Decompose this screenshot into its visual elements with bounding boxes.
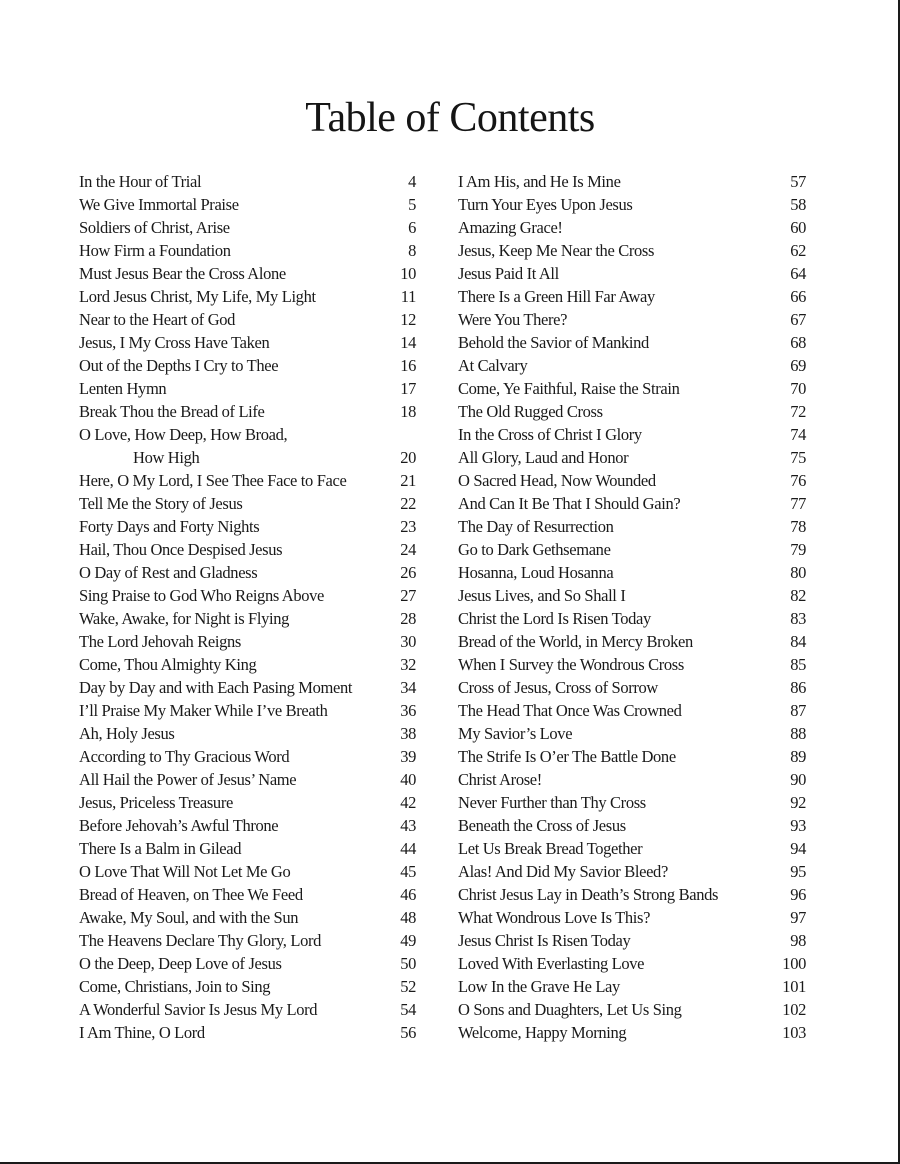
toc-entry-page: 14 <box>400 333 416 352</box>
toc-entry-page: 38 <box>400 724 416 743</box>
toc-entry <box>79 354 419 377</box>
toc-entry <box>458 883 808 906</box>
toc-entry-title: Amazing Grace! <box>458 218 563 237</box>
toc-entry-page: 97 <box>790 908 806 927</box>
toc-entry-title: Go to Dark Gethsemane <box>458 540 611 559</box>
toc-entry-page: 48 <box>400 908 416 927</box>
toc-entry <box>79 722 419 745</box>
toc-entry <box>79 239 419 262</box>
toc-entry-page: 23 <box>400 517 416 536</box>
toc-entry-page: 49 <box>400 931 416 950</box>
toc-entry-title: Christ Jesus Lay in Death’s Strong Bands <box>458 885 719 904</box>
toc-entry-title: Day by Day and with Each Pasing Moment <box>79 678 353 697</box>
toc-entry-title: Wake, Awake, for Night is Flying <box>79 609 290 628</box>
toc-entry-page: 22 <box>400 494 416 513</box>
toc-entry-page: 6 <box>408 218 416 237</box>
toc-entry <box>79 998 419 1021</box>
toc-entry-page: 85 <box>790 655 806 674</box>
toc-entry-page: 54 <box>400 1000 416 1019</box>
toc-entry <box>458 515 808 538</box>
toc-entry-title-continued: How High <box>133 448 200 467</box>
toc-entry <box>458 745 808 768</box>
toc-entry-title: O Love, How Deep, How Broad, <box>79 425 288 444</box>
toc-entry <box>79 584 419 607</box>
toc-entry <box>79 423 419 469</box>
toc-entry-title: The Day of Resurrection <box>458 517 614 536</box>
toc-entry-title: At Calvary <box>458 356 528 375</box>
toc-entry-page: 44 <box>400 839 416 858</box>
toc-entry-page: 30 <box>400 632 416 651</box>
toc-entry-page: 98 <box>790 931 806 950</box>
toc-entry-title: I Am His, and He Is Mine <box>458 172 621 191</box>
toc-entry-page: 101 <box>782 977 806 996</box>
toc-entry-title: The Old Rugged Cross <box>458 402 603 421</box>
toc-entry-title: Before Jehovah’s Awful Throne <box>79 816 279 835</box>
toc-entry <box>458 952 808 975</box>
toc-entry-title: O Sons and Duaghters, Let Us Sing <box>458 1000 682 1019</box>
toc-entry <box>458 699 808 722</box>
toc-entry-title: Hail, Thou Once Despised Jesus <box>79 540 283 559</box>
toc-entry <box>79 308 419 331</box>
toc-entry-title: Bread of the World, in Mercy Broken <box>458 632 693 651</box>
toc-entry-title: All Hail the Power of Jesus’ Name <box>79 770 297 789</box>
toc-entry <box>79 538 419 561</box>
toc-entry <box>458 906 808 929</box>
toc-entry <box>458 446 808 469</box>
toc-entry <box>458 814 808 837</box>
toc-entry-title: Hosanna, Loud Hosanna <box>458 563 614 582</box>
toc-entry-title: And Can It Be That I Should Gain? <box>458 494 681 513</box>
toc-entry-page: 32 <box>400 655 416 674</box>
toc-entry-title: Jesus Christ Is Risen Today <box>458 931 631 950</box>
toc-entry-title: Turn Your Eyes Upon Jesus <box>458 195 633 214</box>
toc-entry-title: Never Further than Thy Cross <box>458 793 646 812</box>
toc-entry <box>79 791 419 814</box>
toc-entry-title: O Day of Rest and Gladness <box>79 563 258 582</box>
toc-entry <box>79 1021 419 1044</box>
toc-entry-page: 58 <box>790 195 806 214</box>
toc-entry-title: O the Deep, Deep Love of Jesus <box>79 954 282 973</box>
toc-entry-title: There Is a Balm in Gilead <box>79 839 242 858</box>
toc-entry-page: 26 <box>400 563 416 582</box>
toc-entry-page: 87 <box>790 701 806 720</box>
toc-entry-page: 100 <box>782 954 806 973</box>
toc-entry-title: Cross of Jesus, Cross of Sorrow <box>458 678 658 697</box>
toc-entry-page: 34 <box>400 678 416 697</box>
toc-entry-title: A Wonderful Savior Is Jesus My Lord <box>79 1000 318 1019</box>
toc-entry-page: 79 <box>790 540 806 559</box>
toc-entry <box>458 653 808 676</box>
toc-entry <box>458 216 808 239</box>
toc-entry <box>458 331 808 354</box>
toc-entry-title: Jesus, I My Cross Have Taken <box>79 333 270 352</box>
toc-entry <box>79 193 419 216</box>
toc-entry-title: Awake, My Soul, and with the Sun <box>79 908 299 927</box>
toc-entry-page: 50 <box>400 954 416 973</box>
toc-entry-page: 18 <box>400 402 416 421</box>
toc-entry-page: 11 <box>400 287 416 306</box>
toc-entry <box>458 768 808 791</box>
toc-entry-page: 17 <box>400 379 416 398</box>
toc-entry <box>458 492 808 515</box>
toc-entry <box>79 906 419 929</box>
toc-entry-title: Ah, Holy Jesus <box>79 724 175 743</box>
toc-entry <box>79 768 419 791</box>
toc-entry-page: 39 <box>400 747 416 766</box>
toc-entry <box>79 400 419 423</box>
toc-entry-page: 46 <box>400 885 416 904</box>
toc-entry-page: 12 <box>400 310 416 329</box>
toc-entry-page: 75 <box>790 448 806 467</box>
toc-entry <box>79 331 419 354</box>
toc-entry-page: 92 <box>790 793 806 812</box>
toc-entry-page: 74 <box>790 425 806 444</box>
toc-entry-title: Forty Days and Forty Nights <box>79 517 260 536</box>
toc-entry-page: 66 <box>790 287 806 306</box>
toc-entry <box>458 239 808 262</box>
toc-entry-title: Here, O My Lord, I See Thee Face to Face <box>79 471 347 490</box>
toc-entry <box>79 860 419 883</box>
toc-entry-title: O Love That Will Not Let Me Go <box>79 862 291 881</box>
toc-entry <box>79 929 419 952</box>
toc-entry <box>458 193 808 216</box>
toc-entry <box>79 492 419 515</box>
toc-entry-page: 40 <box>400 770 416 789</box>
toc-entry-title: Christ Arose! <box>458 770 542 789</box>
toc-entry-title: When I Survey the Wondrous Cross <box>458 655 684 674</box>
toc-entry-title: Out of the Depths I Cry to Thee <box>79 356 279 375</box>
toc-entry-page: 70 <box>790 379 806 398</box>
toc-entry-title: The Head That Once Was Crowned <box>458 701 682 720</box>
toc-entry <box>79 607 419 630</box>
toc-entry-title: I Am Thine, O Lord <box>79 1023 205 1042</box>
toc-entry-title: Alas! And Did My Savior Bleed? <box>458 862 668 881</box>
toc-column-right <box>458 170 808 1044</box>
toc-entry <box>458 561 808 584</box>
toc-entry-title: Come, Christians, Join to Sing <box>79 977 271 996</box>
toc-entry-title: Beneath the Cross of Jesus <box>458 816 626 835</box>
toc-entry <box>79 952 419 975</box>
toc-entry <box>458 584 808 607</box>
toc-entry <box>458 1021 808 1044</box>
toc-entry-page: 69 <box>790 356 806 375</box>
toc-entry-title: Bread of Heaven, on Thee We Feed <box>79 885 303 904</box>
toc-entry-title: Jesus Paid It All <box>458 264 559 283</box>
toc-entry-title: Tell Me the Story of Jesus <box>79 494 243 513</box>
toc-entry <box>458 262 808 285</box>
toc-entry-page: 93 <box>790 816 806 835</box>
toc-entry-page: 68 <box>790 333 806 352</box>
toc-entry <box>79 262 419 285</box>
toc-entry-page: 56 <box>400 1023 416 1042</box>
toc-entry-page: 5 <box>408 195 416 214</box>
toc-entry-page: 62 <box>790 241 806 260</box>
toc-entry <box>458 929 808 952</box>
toc-entry-page: 27 <box>400 586 416 605</box>
toc-entry <box>79 699 419 722</box>
toc-entry-page: 10 <box>400 264 416 283</box>
toc-entry-title: What Wondrous Love Is This? <box>458 908 651 927</box>
toc-entry <box>79 170 419 193</box>
toc-entry-title: The Lord Jehovah Reigns <box>79 632 241 651</box>
toc-entry <box>458 538 808 561</box>
toc-entry-title: My Savior’s Love <box>458 724 573 743</box>
toc-entry-title: Jesus, Keep Me Near the Cross <box>458 241 655 260</box>
toc-entry-title: According to Thy Gracious Word <box>79 747 290 766</box>
toc-entry <box>79 285 419 308</box>
toc-entry-page: 96 <box>790 885 806 904</box>
toc-entry-title: Lord Jesus Christ, My Life, My Light <box>79 287 316 306</box>
toc-entry <box>458 400 808 423</box>
toc-entry-page: 90 <box>790 770 806 789</box>
toc-entry-page: 72 <box>790 402 806 421</box>
toc-entry-page: 52 <box>400 977 416 996</box>
toc-entry <box>79 745 419 768</box>
toc-entry-title: In the Hour of Trial <box>79 172 202 191</box>
toc-entry-title: Low In the Grave He Lay <box>458 977 620 996</box>
toc-entry <box>79 814 419 837</box>
toc-entry-page: 45 <box>400 862 416 881</box>
toc-entry-page: 20 <box>400 448 416 467</box>
toc-entry-title: Jesus Lives, and So Shall I <box>458 586 626 605</box>
toc-entry-page: 16 <box>400 356 416 375</box>
toc-entry-page: 80 <box>790 563 806 582</box>
toc-entry-page: 28 <box>400 609 416 628</box>
toc-entry <box>458 308 808 331</box>
toc-entry-page: 86 <box>790 678 806 697</box>
toc-entry-title: Come, Thou Almighty King <box>79 655 257 674</box>
toc-entry <box>458 722 808 745</box>
toc-entry-title: I’ll Praise My Maker While I’ve Breath <box>79 701 328 720</box>
toc-entry <box>458 607 808 630</box>
toc-entry-title: The Strife Is O’er The Battle Done <box>458 747 676 766</box>
toc-entry-page: 57 <box>790 172 806 191</box>
toc-entry <box>458 354 808 377</box>
toc-entry-title: How Firm a Foundation <box>79 241 231 260</box>
toc-entry-page: 95 <box>790 862 806 881</box>
toc-entry-title: The Heavens Declare Thy Glory, Lord <box>79 931 322 950</box>
toc-entry <box>458 170 808 193</box>
toc-entry-title: Behold the Savior of Mankind <box>458 333 649 352</box>
toc-entry-title: In the Cross of Christ I Glory <box>458 425 642 444</box>
toc-entry-title: O Sacred Head, Now Wounded <box>458 471 656 490</box>
toc-entry-page: 64 <box>790 264 806 283</box>
toc-entry <box>458 377 808 400</box>
toc-entry-title: Christ the Lord Is Risen Today <box>458 609 651 628</box>
toc-entry <box>79 975 419 998</box>
toc-entry <box>79 377 419 400</box>
toc-entry-title: There Is a Green Hill Far Away <box>458 287 655 306</box>
toc-entry-page: 78 <box>790 517 806 536</box>
toc-entry-title: All Glory, Laud and Honor <box>458 448 629 467</box>
toc-entry <box>79 883 419 906</box>
toc-entry-page: 84 <box>790 632 806 651</box>
toc-entry-page: 76 <box>790 471 806 490</box>
toc-entry <box>79 216 419 239</box>
toc-column-left <box>79 170 419 1044</box>
toc-entry-title: Soldiers of Christ, Arise <box>79 218 230 237</box>
toc-entry <box>458 676 808 699</box>
toc-entry-page: 24 <box>400 540 416 559</box>
toc-entry-page: 4 <box>408 172 416 191</box>
toc-entry-page: 60 <box>790 218 806 237</box>
toc-entry <box>458 791 808 814</box>
toc-entry <box>458 998 808 1021</box>
toc-entry <box>458 837 808 860</box>
toc-entry <box>458 285 808 308</box>
toc-entry <box>79 469 419 492</box>
toc-entry <box>79 837 419 860</box>
toc-entry <box>79 676 419 699</box>
toc-entry-title: We Give Immortal Praise <box>79 195 239 214</box>
toc-entry-title: Loved With Everlasting Love <box>458 954 645 973</box>
toc-entry-title: Near to the Heart of God <box>79 310 236 329</box>
toc-entry-title: Must Jesus Bear the Cross Alone <box>79 264 286 283</box>
toc-entry <box>458 860 808 883</box>
toc-entry-page: 102 <box>782 1000 806 1019</box>
toc-entry-page: 42 <box>400 793 416 812</box>
toc-entry <box>79 653 419 676</box>
toc-entry-page: 21 <box>400 471 416 490</box>
toc-entry-title: Sing Praise to God Who Reigns Above <box>79 586 325 605</box>
toc-entry-title: Jesus, Priceless Treasure <box>79 793 233 812</box>
toc-entry-page: 83 <box>790 609 806 628</box>
toc-entry <box>79 561 419 584</box>
toc-entry-page: 36 <box>400 701 416 720</box>
toc-entry <box>79 515 419 538</box>
toc-entry-page: 88 <box>790 724 806 743</box>
toc-entry-page: 67 <box>790 310 806 329</box>
toc-entry-page: 77 <box>790 494 806 513</box>
toc-entry-page: 103 <box>782 1023 806 1042</box>
toc-entry <box>458 975 808 998</box>
toc-entry-title: Come, Ye Faithful, Raise the Strain <box>458 379 680 398</box>
toc-entry <box>458 423 808 446</box>
toc-entry-title: Break Thou the Bread of Life <box>79 402 265 421</box>
toc-entry-page: 94 <box>790 839 806 858</box>
toc-entry <box>458 630 808 653</box>
toc-entry-page: 43 <box>400 816 416 835</box>
toc-entry-title: Welcome, Happy Morning <box>458 1023 627 1042</box>
toc-entry <box>458 469 808 492</box>
page-title: Table of Contents <box>305 95 595 141</box>
toc-entry-page: 89 <box>790 747 806 766</box>
toc-entry-title: Lenten Hymn <box>79 379 167 398</box>
toc-entry-title: Let Us Break Bread Together <box>458 839 643 858</box>
toc-entry-title: Were You There? <box>458 310 568 329</box>
toc-entry <box>79 630 419 653</box>
toc-entry-page: 82 <box>790 586 806 605</box>
toc-entry-page: 8 <box>408 241 416 260</box>
